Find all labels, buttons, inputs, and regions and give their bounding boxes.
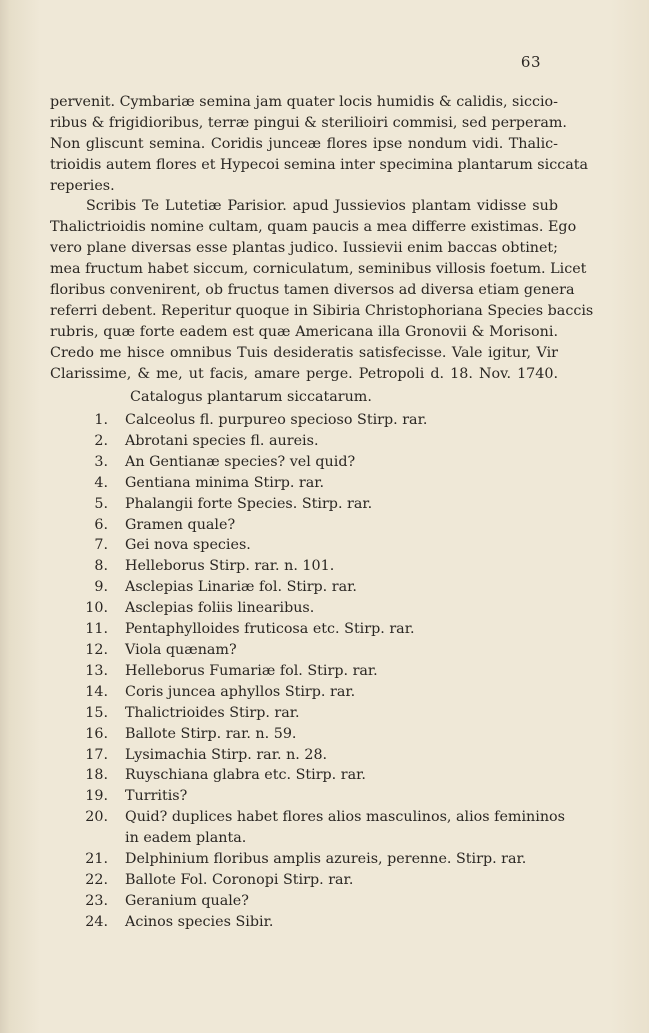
catalog-item [50, 912, 570, 933]
catalog-item-number: 13. [85, 662, 108, 679]
catalog-item-number: 17. [85, 746, 108, 763]
text-line: trioidis autem flores et Hypecoi semina inter specimina plantarum siccata [50, 157, 589, 173]
catalog-item-text: Abrotani species fl. aureis. [125, 432, 319, 449]
catalog-item-number: 4. [94, 474, 108, 491]
catalog-item-number: 1. [94, 412, 108, 428]
catalog-item-number: 11. [85, 621, 108, 638]
catalog-item [50, 661, 570, 682]
text-line: Credo me hisce omnibus Tuis desideratis satisfecisse. Vale igitur, Vir [50, 345, 558, 361]
catalog-item-number: 16. [85, 725, 108, 742]
catalog-item [50, 598, 570, 619]
catalog-item [50, 577, 570, 598]
catalog-item-number: 7. [94, 537, 108, 554]
catalog-item-text: Delphinium floribus amplis azureis, perenne. Stirp. rar. [125, 851, 527, 868]
catalog-item-text: Phalangii forte Species. Stirp. rar. [125, 495, 373, 512]
text-line: rubris, quæ forte eadem est quæ Americana illa Gronovii & Morisoni. [50, 324, 558, 340]
catalog-item-text: Acinos species Sibir. [125, 913, 274, 930]
catalog-item-number: 22. [85, 871, 108, 888]
catalog-item-text: Asclepias foliis linearibus. [125, 600, 315, 617]
catalog-item-number: 14. [85, 683, 108, 700]
text-line: Clarissime, & me, ut facis, amare perge. Petropoli d. 18. Nov. 1740. [50, 366, 558, 382]
text-line: Thalictrioidis nomine cultam, quam paucis a mea differre existimas. Ego [50, 219, 577, 235]
catalog-item-number: 2. [94, 432, 108, 449]
catalog-item [50, 535, 570, 556]
catalog-item-text: Helleborus Fumariæ fol. Stirp. rar. [125, 662, 378, 679]
catalog-item [50, 724, 570, 745]
catalog-item-text: Gentiana minima Stirp. rar. [125, 474, 325, 491]
catalog-item-number: 12. [85, 641, 108, 658]
catalog-item [50, 682, 570, 703]
catalog-item-number: 10. [85, 600, 108, 617]
catalog-item-number: 15. [85, 704, 108, 721]
catalog-item-text: An Gentianæ species? vel quid? [125, 453, 356, 470]
catalog-item [50, 473, 570, 494]
text-line: Scribis Te Lutetiæ Parisior. apud Jussievios plantam vidisse sub [86, 198, 558, 214]
catalog-title: Catalogus plantarum siccatarum. [130, 389, 372, 405]
text-line: pervenit. Cymbariæ semina jam quater locis humidis & calidis, siccio- [50, 94, 558, 110]
catalog-item [50, 452, 570, 473]
catalog-item-number: 9. [94, 579, 108, 596]
catalog-item-text: Ruyschiana glabra etc. Stirp. rar. [125, 767, 366, 784]
catalog-item-number: 23. [85, 892, 108, 909]
catalog-item-text: Turritis? [125, 788, 188, 805]
text-line: reperies. [50, 178, 115, 194]
catalog-item-text: Ballote Fol. Coronopi Stirp. rar. [125, 871, 354, 888]
catalog-item [50, 619, 570, 640]
paragraph-letter [50, 196, 594, 385]
catalog-item [50, 870, 570, 891]
catalog-item-text: Thalictrioides Stirp. rar. [125, 704, 300, 721]
catalog-item-text-continued: in eadem planta. [125, 830, 247, 847]
catalog-item-text: Coris juncea aphyllos Stirp. rar. [125, 683, 356, 700]
catalog-item-text: Lysimachia Stirp. rar. n. 28. [125, 746, 328, 763]
catalog-item-text: Geranium quale? [125, 892, 249, 909]
catalog-item [50, 891, 570, 912]
catalog-item-text: Ballote Stirp. rar. n. 59. [125, 725, 297, 742]
catalog-item-text: Calceolus fl. purpureo specioso Stirp. rar. [125, 412, 428, 428]
catalog-item-number: 5. [94, 495, 108, 512]
catalog-item [50, 786, 570, 807]
text-line: Non gliscunt semina. Coridis junceæ flores ipse nondum vidi. Thalic- [50, 136, 558, 152]
catalog-item-text: Helleborus Stirp. rar. n. 101. [125, 558, 335, 575]
text-line: mea fructum habet siccum, corniculatum, seminibus villosis foetum. Licet [50, 261, 587, 277]
catalog-item-text: Quid? duplices habet flores alios masculinos, alios femininos [125, 809, 565, 826]
catalog-item-number: 24. [85, 913, 108, 930]
catalog-item [50, 640, 570, 661]
catalog-item [50, 765, 570, 786]
catalog-item-number: 6. [94, 516, 108, 533]
catalog-item-text: Asclepias Linariæ fol. Stirp. rar. [125, 579, 357, 596]
catalog-item-number: 3. [94, 453, 108, 470]
catalog-item-number: 8. [94, 558, 108, 575]
catalog-item [50, 515, 570, 536]
catalog-item [50, 849, 570, 870]
text-line: floribus convenirent, ob fructus tamen diversos ad diversa etiam genera [50, 282, 575, 298]
catalog-item-number: 18. [85, 767, 108, 784]
paragraph-continuation [50, 92, 589, 197]
catalog-item [50, 431, 570, 452]
text-line: referri debent. Reperitur quoque in Sibiria Christophoriana Species baccis [50, 303, 594, 319]
catalog-item [50, 494, 570, 515]
catalog-item-text: Gei nova species. [125, 537, 251, 554]
catalog-item [50, 807, 570, 849]
page-number: 63 [520, 53, 541, 71]
catalog-item-text: Pentaphylloides fruticosa etc. Stirp. rar. [125, 621, 415, 638]
catalog-item [50, 556, 570, 577]
catalog-item [50, 745, 570, 766]
catalog-item [50, 410, 570, 431]
catalog-list [50, 410, 570, 933]
catalog-item-number: 19. [85, 788, 108, 805]
catalog-item-number: 21. [85, 851, 108, 868]
text-line: ribus & frigidioribus, terræ pingui & sterilioiri commisi, sed perperam. [50, 115, 567, 131]
catalog-item-text: Viola quænam? [125, 641, 237, 658]
text-line: vero plane diversas esse plantas judico. Iussievii enim baccas obtinet; [50, 240, 558, 256]
catalog-item [50, 703, 570, 724]
catalog-item-number: 20. [85, 809, 108, 826]
catalog-item-text: Gramen quale? [125, 516, 236, 533]
